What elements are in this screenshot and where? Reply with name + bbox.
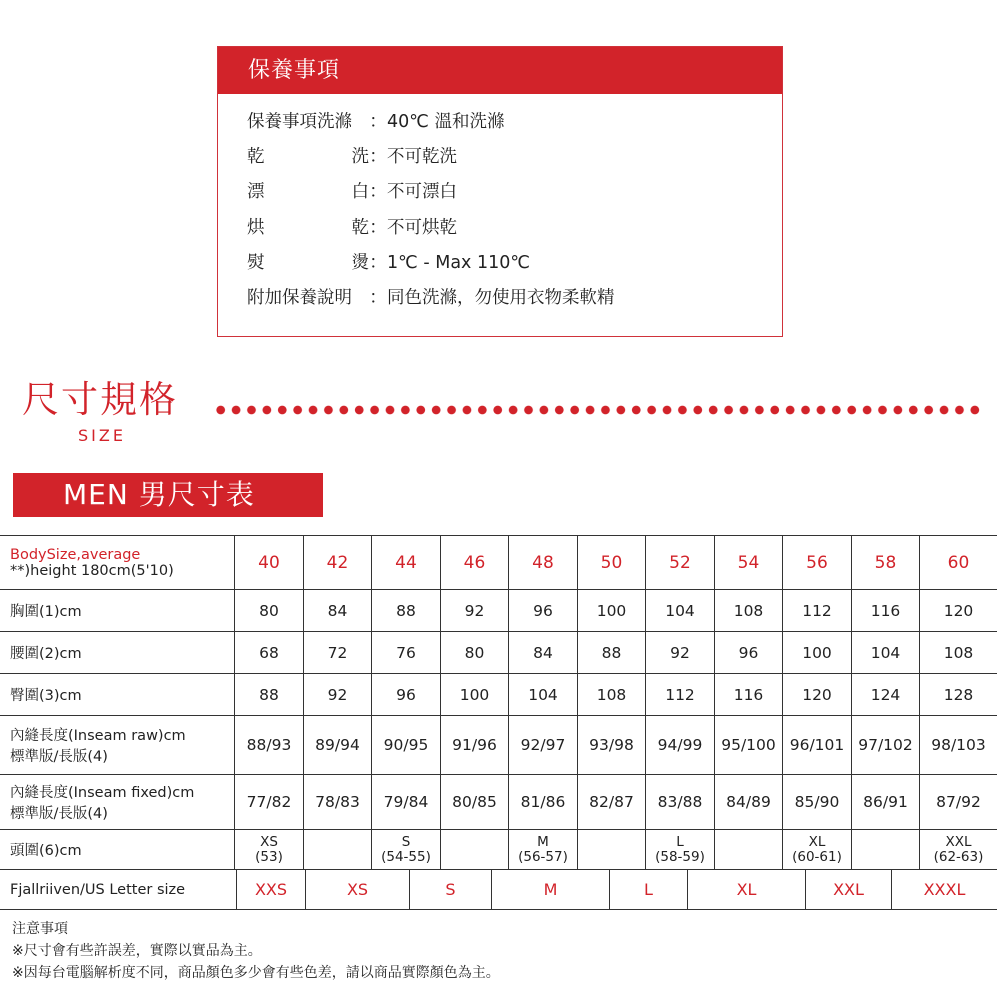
size-header-cell: 42 <box>304 536 372 589</box>
head-size-cell <box>646 830 715 869</box>
table-cell: 120 <box>783 674 852 715</box>
head-size-letter: L <box>676 833 684 850</box>
table-cell: 83/88 <box>646 775 715 829</box>
head-size-cell <box>715 830 783 869</box>
size-table <box>0 535 997 910</box>
letter-size-cell: XL <box>688 870 806 909</box>
table-cell: 92/97 <box>509 716 578 774</box>
head-size-cell <box>304 830 372 869</box>
care-row-bleach <box>247 175 615 210</box>
care-colon: ： <box>369 112 387 132</box>
size-section-title: 尺寸規格 <box>22 378 178 421</box>
row-cells <box>235 632 997 673</box>
care-list <box>247 105 615 316</box>
head-size-cell <box>441 830 509 869</box>
care-label-part: 白 <box>351 182 369 203</box>
care-label <box>247 211 369 246</box>
table-cell: 90/95 <box>372 716 441 774</box>
size-header-cell: 50 <box>578 536 646 589</box>
size-header-cell: 56 <box>783 536 852 589</box>
table-cell: 93/98 <box>578 716 646 774</box>
head-size-range: (60-61) <box>792 848 842 865</box>
head-size-letter: S <box>401 833 411 850</box>
care-row-washing <box>247 105 615 140</box>
care-panel-title: 保養事項 <box>218 47 782 94</box>
row-cells <box>235 716 997 774</box>
table-row-inseam-raw <box>0 716 997 775</box>
letter-size-cell: M <box>492 870 610 909</box>
notes-section <box>12 918 500 984</box>
table-row-inseam-fixed <box>0 775 997 830</box>
table-cell: 84 <box>304 590 372 631</box>
table-cell: 100 <box>441 674 509 715</box>
size-header-cell: 44 <box>372 536 441 589</box>
head-size-cell <box>578 830 646 869</box>
row-label <box>0 775 235 829</box>
table-cell: 112 <box>646 674 715 715</box>
size-header-cells <box>235 536 997 589</box>
care-label-part: 漂 <box>247 182 265 203</box>
table-header-row <box>0 535 997 590</box>
care-colon: ： <box>369 182 387 203</box>
head-size-cell <box>509 830 578 869</box>
men-size-chart-banner: MEN 男尺寸表 <box>13 473 323 517</box>
row-label-line: 內縫長度(Inseam fixed)cm <box>10 785 195 801</box>
row-label-line: 內縫長度(Inseam raw)cm <box>10 728 186 744</box>
head-size-letter: XXL <box>945 833 972 850</box>
size-section-subtitle: SIZE <box>78 426 126 445</box>
row-cells <box>235 830 997 869</box>
table-cell: 128 <box>943 685 974 704</box>
table-cell: 88/93 <box>235 716 304 774</box>
table-cell: 112 <box>783 590 852 631</box>
head-size-range: (62-63) <box>933 848 984 865</box>
head-size-cell <box>235 830 304 869</box>
size-header-cell: 52 <box>646 536 715 589</box>
care-label-part: 烘 <box>247 217 265 238</box>
table-cell: 97/102 <box>852 716 920 774</box>
table-cell: 92 <box>441 590 509 631</box>
head-size-letter: M <box>537 833 549 850</box>
care-value: 不可乾洗 <box>387 147 457 168</box>
table-cell: 88 <box>235 674 304 715</box>
letter-size-cell: XXL <box>806 870 892 909</box>
care-row-ironing <box>247 246 615 281</box>
table-row-waist <box>0 632 997 674</box>
head-size-range: (53) <box>255 848 283 865</box>
head-size-range: (54-55) <box>381 848 431 865</box>
row-cells <box>235 590 997 631</box>
row-label-line: 標準版/長版(4) <box>10 749 108 765</box>
size-header-cell: 46 <box>441 536 509 589</box>
table-cell: 100 <box>578 590 646 631</box>
care-label <box>247 246 369 281</box>
table-cell: 100 <box>783 632 852 673</box>
table-cell: 82/87 <box>578 775 646 829</box>
table-cell: 84/89 <box>715 775 783 829</box>
size-header-cell: 48 <box>509 536 578 589</box>
table-cell: 98/103 <box>931 736 986 754</box>
letter-size-cell: XXS <box>237 870 306 909</box>
care-label <box>247 140 369 175</box>
table-cell: 77/82 <box>235 775 304 829</box>
row-label-line: 標準版/長版(4) <box>10 806 108 822</box>
table-cell: 78/83 <box>304 775 372 829</box>
row-label: 臀圍(3)cm <box>0 674 235 715</box>
table-cell: 108 <box>943 643 974 662</box>
table-cell: 88 <box>372 590 441 631</box>
head-size-cell <box>852 830 920 869</box>
table-cell: 96/101 <box>783 716 852 774</box>
table-cell: 79/84 <box>372 775 441 829</box>
head-size-cell <box>783 830 852 869</box>
care-colon: ： <box>369 287 387 308</box>
care-label: 附加保養說明 <box>247 287 352 308</box>
care-colon: ： <box>369 217 387 238</box>
table-cell: 68 <box>235 632 304 673</box>
table-cell: 92 <box>304 674 372 715</box>
care-label-part: 熨 <box>247 252 265 273</box>
table-cell: 108 <box>715 590 783 631</box>
table-cell: 116 <box>715 674 783 715</box>
table-cell: 96 <box>372 674 441 715</box>
care-colon: ： <box>369 252 387 273</box>
table-cell: 95/100 <box>715 716 783 774</box>
notes-title: 注意事項 <box>12 921 68 937</box>
row-cells <box>237 870 997 909</box>
row-label: 腰圍(2)cm <box>0 632 235 673</box>
notes-line: ※因每台電腦解析度不同，商品顏色多少會有些色差，請以商品實際顏色為主。 <box>12 965 500 981</box>
table-cell: 88 <box>578 632 646 673</box>
table-row-letter-size <box>0 870 997 910</box>
table-row-hip <box>0 674 997 716</box>
care-value: 不可漂白 <box>387 182 457 203</box>
row-label: 頭圍(6)cm <box>0 830 235 869</box>
table-cell: 96 <box>509 590 578 631</box>
notes-line: ※尺寸會有些許誤差，實際以實品為主。 <box>12 943 262 959</box>
table-row-head <box>0 830 997 870</box>
head-size-range: (58-59) <box>655 848 705 865</box>
letter-size-cell: XS <box>306 870 410 909</box>
header-label-line: **)height 180cm(5'10) <box>10 562 174 579</box>
care-value: 不可烘乾 <box>387 217 457 238</box>
care-label-part: 乾 <box>351 217 369 238</box>
head-size-letter: XL <box>808 833 826 850</box>
row-label: Fjallriiven/US Letter size <box>0 870 237 909</box>
dotted-divider <box>213 403 983 417</box>
table-cell: 120 <box>943 601 974 620</box>
care-label-part: 洗 <box>351 147 369 168</box>
table-cell: 94/99 <box>646 716 715 774</box>
care-label-part: 乾 <box>247 147 265 168</box>
table-cell: 104 <box>646 590 715 631</box>
table-cell: 91/96 <box>441 716 509 774</box>
head-size-cell <box>372 830 441 869</box>
table-cell: 76 <box>372 632 441 673</box>
row-cells <box>235 775 997 829</box>
head-size-cell <box>920 830 997 869</box>
letter-size-cell: L <box>610 870 688 909</box>
care-label: 保養事項洗滌 <box>247 112 352 132</box>
table-cell: 89/94 <box>304 716 372 774</box>
table-cell: 87/92 <box>936 793 981 811</box>
size-header-cell: 40 <box>235 536 304 589</box>
table-row-chest <box>0 590 997 632</box>
row-label: 胸圍(1)cm <box>0 590 235 631</box>
letter-size-cell: S <box>410 870 492 909</box>
table-cell: 80 <box>235 590 304 631</box>
care-row-additional <box>247 281 615 316</box>
care-label-part: 燙 <box>351 252 369 273</box>
row-label <box>0 716 235 774</box>
care-row-dry-clean <box>247 140 615 175</box>
table-header-label <box>0 536 235 589</box>
table-cell: 96 <box>715 632 783 673</box>
size-header-cell: 60 <box>947 552 970 573</box>
table-cell: 124 <box>852 674 920 715</box>
table-cell: 81/86 <box>509 775 578 829</box>
care-value: 同色洗滌，勿使用衣物柔軟精 <box>387 287 615 308</box>
table-cell: 92 <box>646 632 715 673</box>
table-cell: 72 <box>304 632 372 673</box>
table-cell: 80/85 <box>441 775 509 829</box>
table-cell: 116 <box>852 590 920 631</box>
care-colon: ： <box>369 147 387 168</box>
care-value: 40℃ 溫和洗滌 <box>387 112 505 132</box>
row-cells <box>235 674 997 715</box>
table-cell: 85/90 <box>783 775 852 829</box>
header-label-line: BodySize,average <box>10 546 141 563</box>
letter-size-cell: XXXL <box>923 880 966 899</box>
head-size-letter: XS <box>260 833 278 850</box>
table-cell: 80 <box>441 632 509 673</box>
care-row-tumble-dry <box>247 211 615 246</box>
table-cell: 86/91 <box>852 775 920 829</box>
care-instructions-panel <box>217 46 783 337</box>
size-header-cell: 54 <box>715 536 783 589</box>
table-cell: 108 <box>578 674 646 715</box>
table-cell: 84 <box>509 632 578 673</box>
care-label <box>247 175 369 210</box>
size-header-cell: 58 <box>852 536 920 589</box>
care-value: 1℃ - Max 110℃ <box>387 252 531 273</box>
head-size-range: (56-57) <box>518 848 568 865</box>
table-cell: 104 <box>852 632 920 673</box>
table-cell: 104 <box>509 674 578 715</box>
